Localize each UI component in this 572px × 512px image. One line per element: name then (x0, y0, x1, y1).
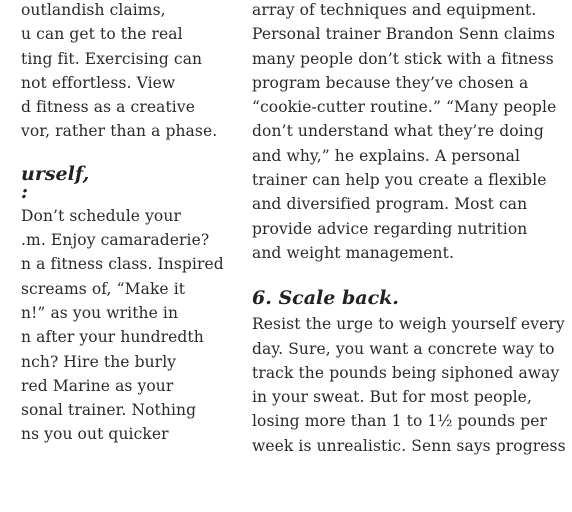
body-line: n a fitness class. Inspired (21, 255, 224, 274)
body-line: d fitness as a creative (21, 98, 195, 117)
body-line: in your sweat. But for most people, (252, 388, 532, 407)
body-line: provide advice regarding nutrition (252, 219, 528, 238)
section-heading: urself, (21, 162, 90, 185)
body-line: and weight management. (252, 243, 454, 262)
section-heading: : (21, 180, 29, 203)
body-line: n after your hundredth (21, 328, 204, 347)
body-line: Don’t schedule your (21, 206, 181, 225)
body-line: don’t understand what they’re doing (252, 122, 544, 141)
body-line: nch? Hire the burly (21, 352, 177, 371)
body-line: and why,” he explains. A personal (252, 146, 521, 165)
right-column-text (252, 0, 572, 458)
body-line: “cookie-cutter routine.” “Many people (252, 98, 557, 117)
right-column (250, 0, 566, 512)
body-line: program because they’ve chosen a (252, 73, 529, 92)
body-line: day. Sure, you want a concrete way to (252, 339, 555, 358)
body-line: losing more than 1 to 1½ pounds per (252, 412, 548, 431)
body-line: many people don’t stick with a fitness (252, 49, 554, 68)
body-line: and diversified program. Most can (252, 195, 528, 214)
body-line: n!” as you writhe in (21, 303, 179, 322)
body-line: outlandish claims, (21, 1, 166, 19)
left-column (0, 0, 224, 512)
body-line: trainer can help you create a flexible (252, 171, 547, 190)
body-line: not effortless. View (21, 73, 176, 92)
body-line: sonal trainer. Nothing (21, 401, 197, 420)
body-line: .m. Enjoy camaraderie? (21, 231, 210, 250)
body-line: track the pounds being siphoned away (252, 363, 560, 382)
body-line: u can get to the real (21, 25, 183, 44)
body-line: Resist the urge to weigh yourself every (252, 315, 565, 334)
body-line: ns you out quicker (21, 425, 169, 444)
body-line: week is unrealistic. Senn says progress (252, 436, 566, 455)
body-line: red Marine as your (21, 376, 174, 395)
section-heading: 6. Scale back. (252, 287, 399, 310)
body-line: array of techniques and equipment. (252, 1, 537, 19)
body-line: screams of, “Make it (21, 279, 186, 298)
left-column-text (0, 0, 224, 447)
body-line: Personal trainer Brandon Senn claims (252, 25, 555, 44)
body-line: vor, rather than a phase. (21, 122, 218, 141)
body-line: ting fit. Exercising can (21, 49, 203, 68)
